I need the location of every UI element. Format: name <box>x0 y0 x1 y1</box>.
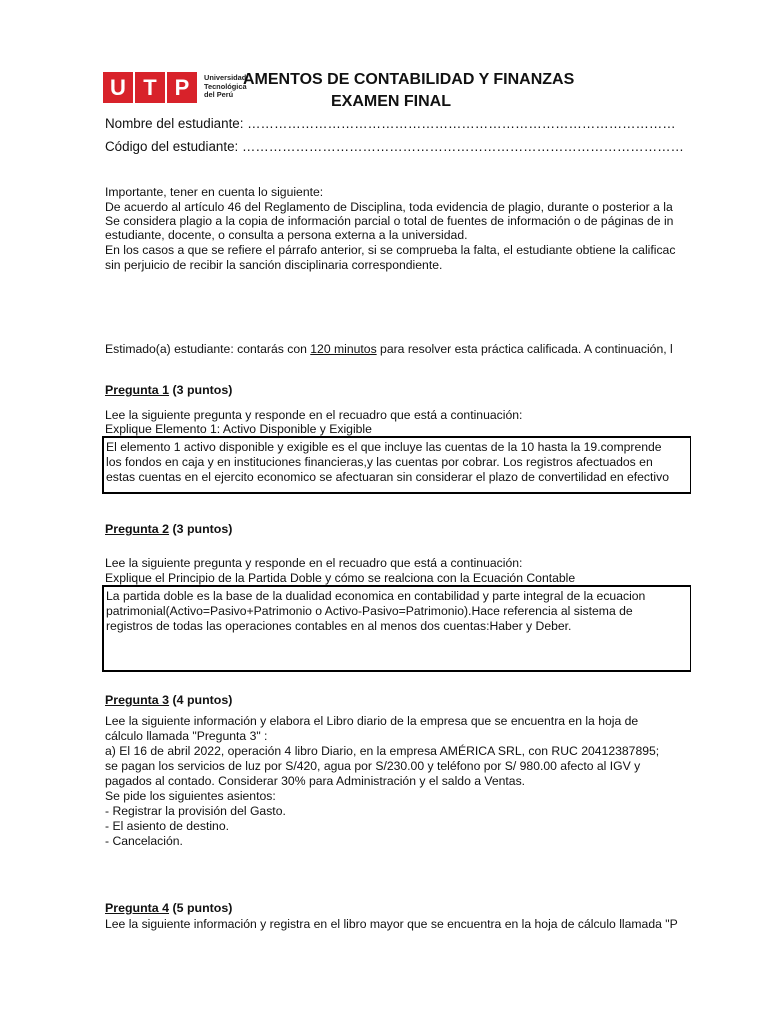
notice-line-3: Se considera plagio a la copia de información parcial o total de fuentes de información o de páginas de in <box>105 214 674 228</box>
notice-line-5: En los casos a que se refiere el párrafo anterior, si se comprueba la falta, el estudiante obtiene la calificac <box>105 243 676 257</box>
notice-line-2: De acuerdo al artículo 46 del Reglamento de Disciplina, toda evidencia de plagio, durante o posterior a la <box>105 200 673 214</box>
student-name-field: Nombre del estudiante: …………………………………………………………………………………… <box>105 116 676 131</box>
notice-line-1: Importante, tener en cuenta lo siguiente: <box>105 185 324 199</box>
q3-line: cálculo llamada "Pregunta 3" : <box>105 729 268 743</box>
q1-answer-line: El elemento 1 activo disponible y exigible es el que incluye las cuentas de la 10 hasta la 19.comprende <box>106 440 662 454</box>
q1-question: Explique Elemento 1: Activo Disponible y Exigible <box>105 422 372 436</box>
time-limit: 120 minutos <box>310 342 377 356</box>
notice-line-4: estudiante, docente, o consulta a persona externa a la universidad. <box>105 228 468 242</box>
q3-heading: Pregunta 3 (4 puntos) <box>105 693 233 707</box>
q3-line: se pagan los servicios de luz por S/420, agua por S/230.00 y teléfono por S/ 980.00 afecto al IGV y <box>105 759 641 773</box>
logo-subtitle: Universidad Tecnológica del Perú <box>204 73 247 100</box>
q3-line: - Registrar la provisión del Gasto. <box>105 804 286 818</box>
q4-line: Lee la siguiente información y registra en el libro mayor que se encuentra en la hoja de cálculo llamada "P <box>105 917 678 931</box>
q2-heading: Pregunta 2 (3 puntos) <box>105 522 233 536</box>
q3-line: pagados al contado. Considerar 30% para Administración y el saldo a Ventas. <box>105 774 526 788</box>
logo-letter-p: P <box>167 72 197 103</box>
q1-answer-line: los fondos en caja y en instituciones financieras,y las cuentas por cobrar. Los registros afectuados en <box>106 455 653 469</box>
q2-instruction: Lee la siguiente pregunta y responde en el recuadro que está a continuación: <box>105 556 523 570</box>
q2-answer-box[interactable] <box>102 585 691 672</box>
student-code-field: Código del estudiante: ……………………………………………………………………………………… <box>105 139 684 154</box>
q1-instruction: Lee la siguiente pregunta y responde en el recuadro que está a continuación: <box>105 408 523 422</box>
q3-line: Se pide los siguientes asientos: <box>105 789 276 803</box>
q4-heading: Pregunta 4 (5 puntos) <box>105 901 233 915</box>
intro-text: Estimado(a) estudiante: contarás con 120 minutos para resolver esta práctica calificada. A continuación, l <box>105 342 673 356</box>
q2-answer-line: La partida doble es la base de la dualidad economica en contabilidad y parte integral de la ecuacion <box>106 589 646 603</box>
logo-letter-t: T <box>135 72 165 103</box>
q3-line: Lee la siguiente información y elabora el Libro diario de la empresa que se encuentra en la hoja de <box>105 714 639 728</box>
exam-title: AMENTOS DE CONTABILIDAD Y FINANZAS <box>243 71 575 88</box>
q2-answer-line: registros de todas las operaciones contables en al menos dos cuentas:Haber y Deber. <box>106 619 572 633</box>
q3-line: - El asiento de destino. <box>105 819 229 833</box>
utp-logo <box>103 70 247 104</box>
q1-answer-line: estas cuentas en el ejercito economico se afectuaran sin considerar el plazo de convertilidad en efectivo <box>106 470 669 484</box>
q2-answer-line: patrimonial(Activo=Pasivo+Patrimonio o Activo-Pasivo=Patrimonio).Hace referencia al sistema de <box>106 604 633 618</box>
q1-heading: Pregunta 1 (3 puntos) <box>105 383 233 397</box>
q2-question: Explique el Principio de la Partida Doble y cómo se realciona con la Ecuación Contable <box>105 571 576 585</box>
q3-line: - Cancelación. <box>105 834 183 848</box>
logo-letter-u: U <box>103 72 133 103</box>
notice-line-6: sin perjuicio de recibir la sanción disciplinaria correspondiente. <box>105 258 443 272</box>
q1-answer-box[interactable] <box>102 436 691 494</box>
q3-line: a) El 16 de abril 2022, operación 4 libro Diario, en la empresa AMÉRICA SRL, con RUC 20412387895; <box>105 744 660 758</box>
exam-subtitle: EXAMEN FINAL <box>331 93 451 110</box>
